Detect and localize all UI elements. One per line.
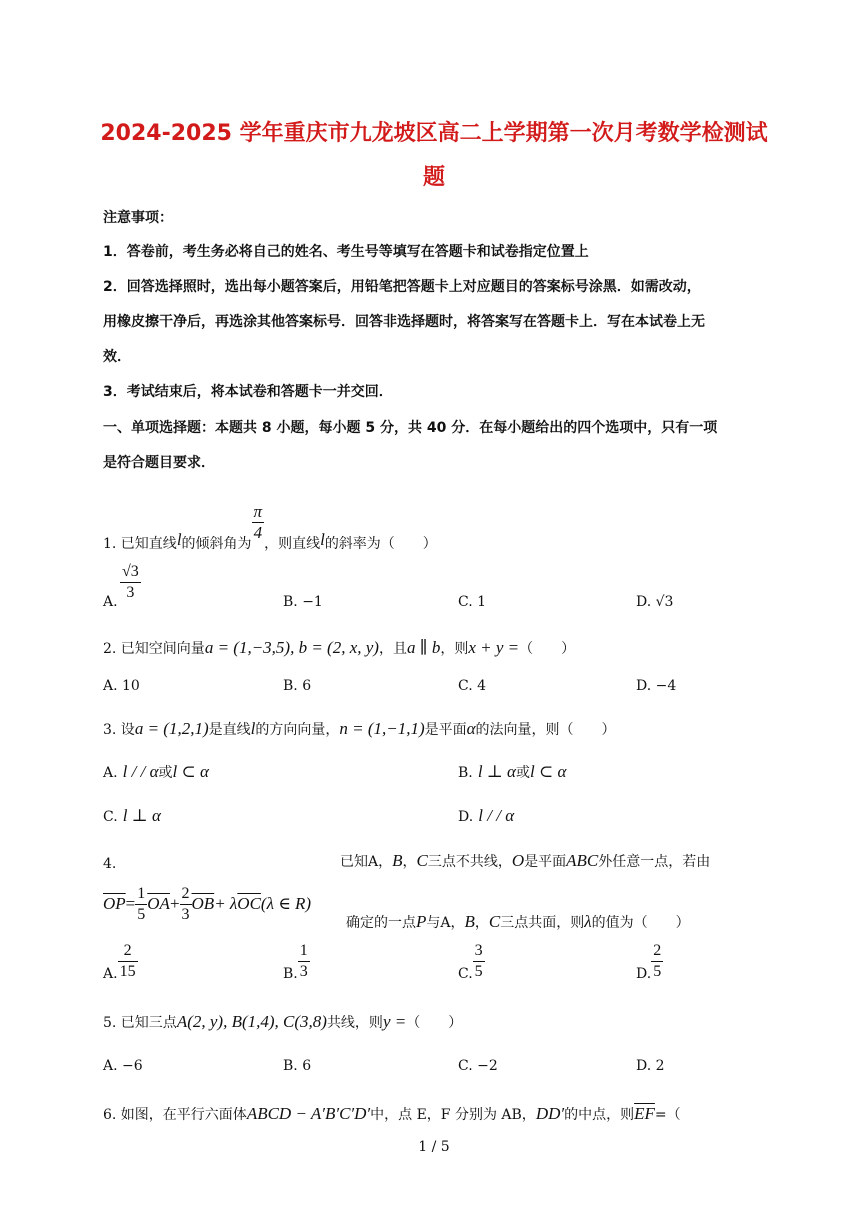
question-4-number: 4.	[103, 856, 117, 872]
notice-item: 1．答卷前，考生务必将自己的姓名、考生号等填写在答题卡和试卷指定位置上	[103, 244, 589, 260]
option-c: C. $\frac{3}{5}$	[458, 942, 483, 982]
page-title-continued: 题	[422, 165, 445, 190]
option-b: B. l ⊥ α或l ⊂ α	[458, 762, 567, 781]
option-b: B. 6	[283, 1058, 312, 1074]
option-c: C. −2	[458, 1058, 498, 1074]
option-b: B. −1	[283, 594, 323, 610]
question-2-stem: 2. 已知空间向量a = (1,−3,5), b = (2, x, y)，且a ∥ b，则x + y =（ ）	[103, 638, 576, 657]
option-a: A. 10	[103, 678, 140, 694]
option-b: B. 6	[283, 678, 312, 694]
option-a: A. $\frac{2}{15}$	[103, 942, 136, 982]
option-c: C. l ⊥ α	[103, 806, 161, 825]
question-4-equation: $\overline{OP}=$ $\frac{1}{5}$ $\overline{OA}+$ $\frac{2}{3}$ $\overline{OB}+ \lambda\overline{OC}(\lambda$ ∈ R)	[103, 885, 312, 923]
option-d: D. l / / α	[458, 806, 515, 825]
page-title: 2024-2025 学年重庆市九龙坡区高二上学期第一次月考数学检测试	[100, 121, 768, 146]
notice-item: 3．考试结束后，将本试卷和答题卡一并交回．	[103, 384, 393, 400]
question-1-stem: 1. 已知直线l的倾斜角为 $\frac{\pi}{4}$ ，则直线l的斜率为（ ）	[103, 502, 437, 552]
option-d: D. $\frac{2}{5}$	[636, 942, 662, 982]
notice-heading: 注意事项：	[103, 210, 173, 226]
section-heading-continued: 是符合题目要求．	[103, 455, 215, 471]
option-c: C. 4	[458, 678, 487, 694]
question-4-stem: 已知A，B，C三点不共线，O是平面ABC外任意一点，若由	[340, 851, 711, 870]
option-a: A. −6	[103, 1058, 143, 1074]
option-a: A. l / / α或l ⊂ α	[103, 762, 209, 781]
option-d: D. √3	[636, 594, 674, 610]
notice-item: 用橡皮擦干净后，再选涂其他答案标号．回答非选择题时，将答案写在答题卡上．写在本试卷上无	[103, 314, 705, 330]
option-a-fraction: $\frac{√3}{3}$	[122, 563, 139, 601]
question-4-stem-continued: 确定的一点P与A，B，C三点共面，则λ的值为（ ）	[346, 912, 690, 931]
question-3-stem: 3. 设a = (1,2,1)是直线l的方向向量，n = (1,−1,1)是平面α的法向量，则（ ）	[103, 719, 616, 738]
option-d: D. 2	[636, 1058, 665, 1074]
option-c: C. 1	[458, 594, 487, 610]
option-a: A.	[103, 594, 118, 610]
pi-over-4: $\frac{\pi}{4}$	[253, 502, 263, 542]
notice-item: 2．回答选择照时，选出每小题答案后，用铅笔把答题卡上对应题目的答案标号涂黑．如需改动，	[103, 279, 701, 295]
question-6-stem: 6. 如图，在平行六面体ABCD − A′B′C′D′中，点 E，F 分别为 AB，DD′的中点，则$\overline{EF}=$（	[103, 1104, 681, 1123]
notice-item: 效．	[103, 349, 131, 365]
option-b: B. $\frac{1}{3}$	[283, 942, 308, 982]
option-d: D. −4	[636, 678, 677, 694]
section-heading: 一、单项选择题：本题共 8 小题，每小题 5 分，共 40 分．在每小题给出的四个选项中，只有一项	[103, 420, 718, 436]
question-5-stem: 5. 已知三点A(2, y), B(1,4), C(3,8)共线，则y =（ ）	[103, 1012, 463, 1031]
page-number: 1 / 5	[418, 1139, 450, 1155]
